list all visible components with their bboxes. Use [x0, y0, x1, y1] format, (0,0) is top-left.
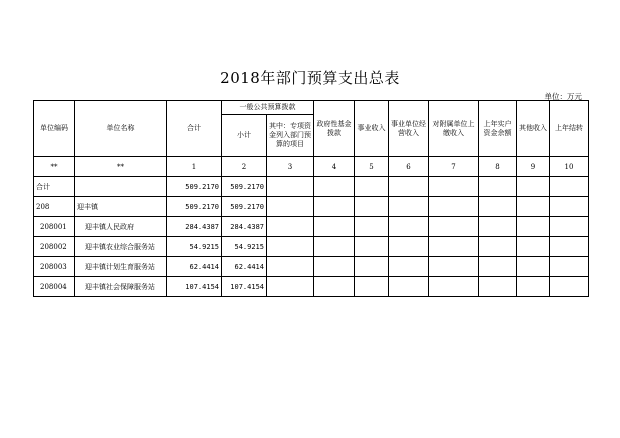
row-name: 迎丰镇人民政府 — [75, 217, 167, 237]
header-name: 单位名称 — [75, 101, 167, 157]
row-code: 208 — [34, 197, 75, 217]
index-cell: 1 — [167, 157, 222, 177]
table-row — [34, 217, 589, 237]
empty-cell — [314, 277, 355, 297]
row-code: 合计 — [34, 177, 75, 197]
index-row — [34, 157, 589, 177]
row-total: 509.2170 — [167, 197, 222, 217]
row-code: 208003 — [34, 257, 75, 277]
row-total: 509.2170 — [167, 177, 222, 197]
empty-cell — [355, 197, 389, 217]
header-other-income: 其他收入 — [517, 101, 550, 157]
page-title: 2018年部门预算支出总表 — [220, 69, 400, 87]
empty-cell — [550, 217, 589, 237]
empty-cell — [517, 237, 550, 257]
header-prior-carryover: 上年结转 — [550, 101, 589, 157]
row-name: 迎丰镇社会保障服务站 — [75, 277, 167, 297]
header-special-funds: 其中：专项资金列入部门预算的项目 — [267, 115, 314, 157]
empty-cell — [389, 217, 429, 237]
empty-cell — [479, 237, 517, 257]
empty-cell — [429, 277, 479, 297]
empty-cell — [355, 217, 389, 237]
index-cell: 7 — [429, 157, 479, 177]
header-business-income: 事业收入 — [355, 101, 389, 157]
row-subtotal: 509.2170 — [222, 197, 267, 217]
header-gov-fund: 政府性基金拨款 — [314, 101, 355, 157]
row-total: 284.4387 — [167, 217, 222, 237]
index-cell: 8 — [479, 157, 517, 177]
row-code: 208004 — [34, 277, 75, 297]
row-subtotal: 509.2170 — [222, 177, 267, 197]
empty-cell — [314, 177, 355, 197]
header-row-1 — [34, 101, 589, 115]
unit-label: 单位：万元 — [544, 92, 582, 101]
header-prior-balance: 上年实户资金余额 — [479, 101, 517, 157]
empty-cell — [355, 177, 389, 197]
table-row — [34, 177, 589, 197]
empty-cell — [550, 277, 589, 297]
empty-cell — [314, 237, 355, 257]
empty-cell — [267, 197, 314, 217]
index-cell: 9 — [517, 157, 550, 177]
index-cell: ** — [34, 157, 75, 177]
empty-cell — [479, 197, 517, 217]
empty-cell — [355, 277, 389, 297]
row-subtotal: 107.4154 — [222, 277, 267, 297]
empty-cell — [355, 237, 389, 257]
empty-cell — [389, 277, 429, 297]
index-cell: 2 — [222, 157, 267, 177]
empty-cell — [267, 237, 314, 257]
empty-cell — [517, 197, 550, 217]
empty-cell — [429, 217, 479, 237]
empty-cell — [267, 277, 314, 297]
empty-cell — [389, 177, 429, 197]
row-subtotal: 62.4414 — [222, 257, 267, 277]
empty-cell — [355, 257, 389, 277]
empty-cell — [517, 217, 550, 237]
empty-cell — [550, 197, 589, 217]
row-name: 迎丰镇 — [75, 197, 167, 217]
table-row — [34, 197, 589, 217]
header-subordinate-income: 对附属单位上缴收入 — [429, 101, 479, 157]
table-row — [34, 237, 589, 257]
table-row — [34, 277, 589, 297]
budget-table — [33, 100, 589, 297]
empty-cell — [389, 237, 429, 257]
empty-cell — [479, 257, 517, 277]
index-cell: 5 — [355, 157, 389, 177]
empty-cell — [314, 217, 355, 237]
empty-cell — [267, 257, 314, 277]
index-cell: 4 — [314, 157, 355, 177]
empty-cell — [479, 177, 517, 197]
empty-cell — [267, 217, 314, 237]
header-total: 合计 — [167, 101, 222, 157]
row-code: 208002 — [34, 237, 75, 257]
empty-cell — [389, 197, 429, 217]
empty-cell — [479, 277, 517, 297]
empty-cell — [429, 257, 479, 277]
index-cell: 6 — [389, 157, 429, 177]
row-subtotal: 54.9215 — [222, 237, 267, 257]
header-general-budget: 一般公共预算拨款 — [222, 101, 314, 115]
empty-cell — [389, 257, 429, 277]
row-total: 62.4414 — [167, 257, 222, 277]
row-name — [75, 177, 167, 197]
table-row — [34, 257, 589, 277]
row-total: 54.9215 — [167, 237, 222, 257]
empty-cell — [479, 217, 517, 237]
empty-cell — [314, 197, 355, 217]
empty-cell — [517, 177, 550, 197]
empty-cell — [517, 277, 550, 297]
index-cell: 10 — [550, 157, 589, 177]
empty-cell — [550, 257, 589, 277]
empty-cell — [517, 257, 550, 277]
row-name: 迎丰镇计划生育服务站 — [75, 257, 167, 277]
empty-cell — [429, 237, 479, 257]
header-business-unit-income: 事业单位经营收入 — [389, 101, 429, 157]
index-cell: 3 — [267, 157, 314, 177]
row-subtotal: 284.4387 — [222, 217, 267, 237]
empty-cell — [429, 197, 479, 217]
row-code: 208001 — [34, 217, 75, 237]
empty-cell — [550, 177, 589, 197]
empty-cell — [550, 237, 589, 257]
empty-cell — [429, 177, 479, 197]
empty-cell — [314, 257, 355, 277]
empty-cell — [267, 177, 314, 197]
header-subtotal: 小计 — [222, 115, 267, 157]
row-name: 迎丰镇农业综合服务站 — [75, 237, 167, 257]
row-total: 107.4154 — [167, 277, 222, 297]
index-cell: ** — [75, 157, 167, 177]
header-code: 单位编码 — [34, 101, 75, 157]
